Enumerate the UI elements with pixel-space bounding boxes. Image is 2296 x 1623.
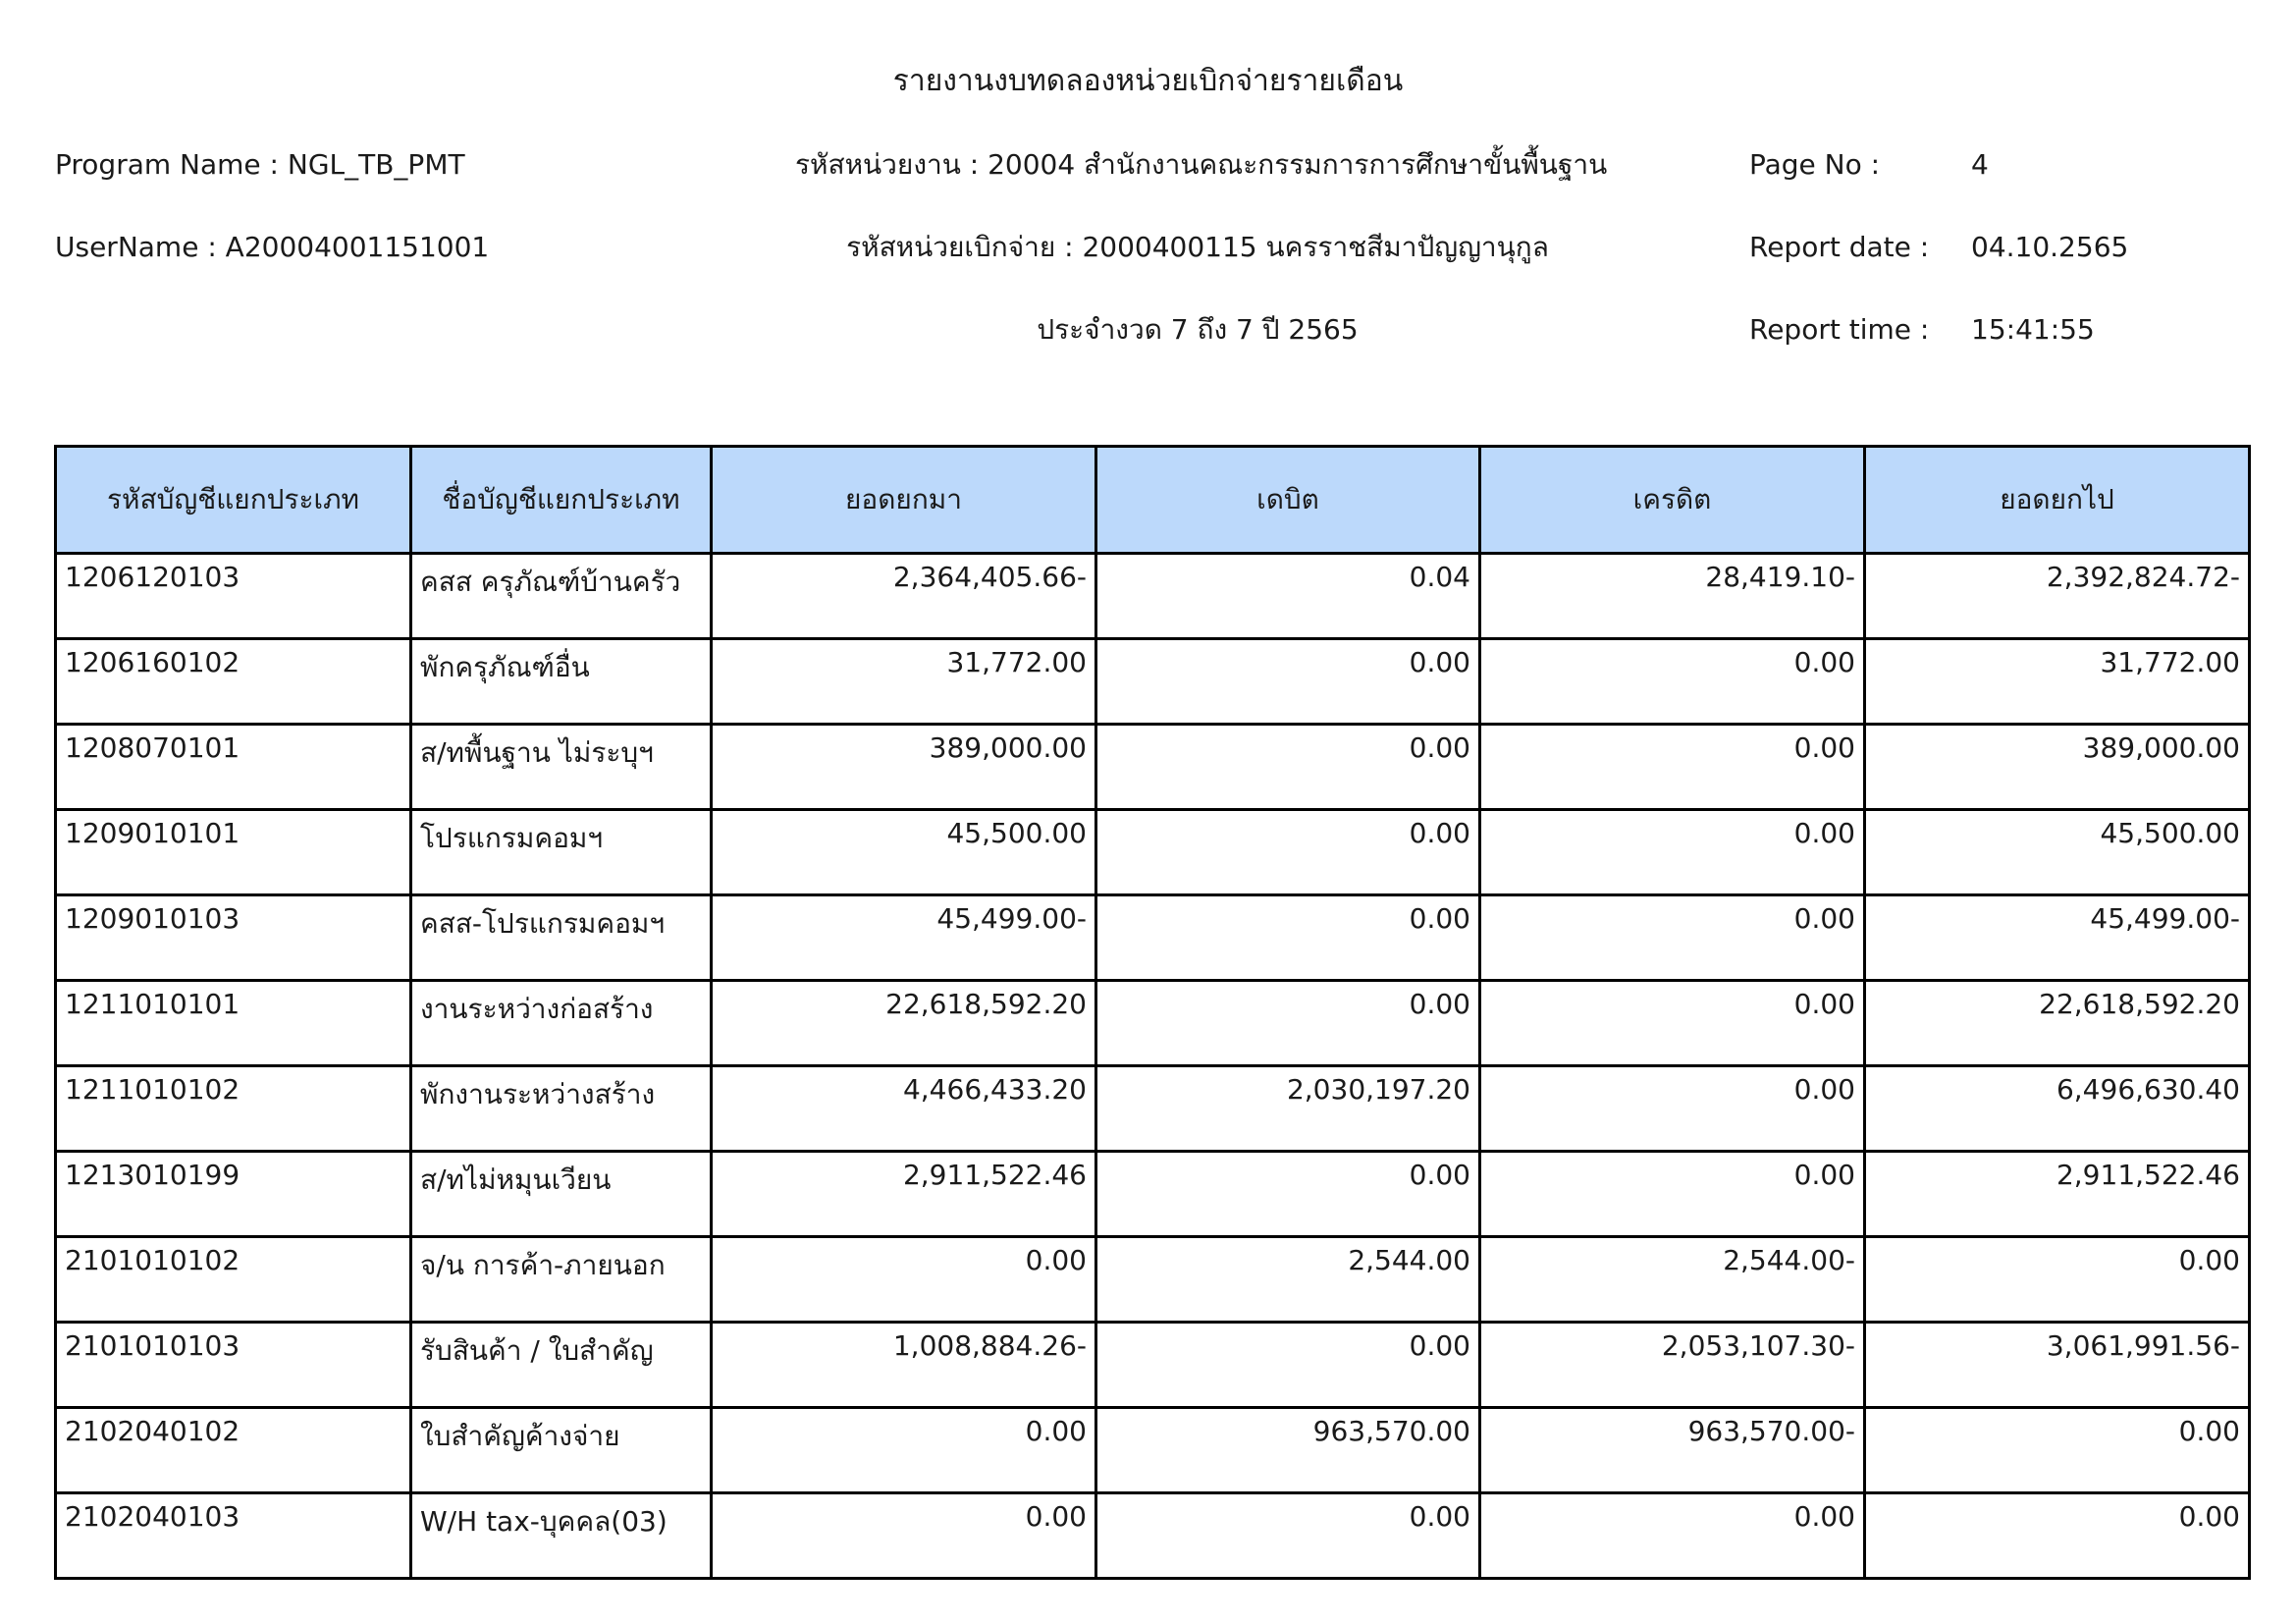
credit-cell: 0.00 xyxy=(1480,1152,1865,1237)
debit-cell: 0.04 xyxy=(1096,554,1480,639)
page-no-label: Page No : xyxy=(1749,148,1881,181)
balance-forward-cell: 0.00 xyxy=(712,1408,1096,1493)
table-body xyxy=(56,554,2250,1579)
account-code-cell: 1209010101 xyxy=(56,810,411,895)
account-name-cell: W/H tax-บุคคล(03) xyxy=(411,1493,712,1579)
balance-carried-cell: 389,000.00 xyxy=(1865,725,2250,810)
balance-carried-cell: 2,911,522.46 xyxy=(1865,1152,2250,1237)
report-date-label: Report date : xyxy=(1749,231,1930,263)
account-code-cell: 2102040102 xyxy=(56,1408,411,1493)
table-row xyxy=(56,1237,2250,1323)
credit-cell: 0.00 xyxy=(1480,1493,1865,1579)
account-code-cell: 1211010101 xyxy=(56,981,411,1066)
report-time: 15:41:55 xyxy=(1971,313,2095,346)
balance-forward-cell: 0.00 xyxy=(712,1493,1096,1579)
debit-cell: 2,544.00 xyxy=(1096,1237,1480,1323)
table-row xyxy=(56,554,2250,639)
account-name-cell: คสส ครุภัณฑ์บ้านครัว xyxy=(411,554,712,639)
account-name-cell: พักครุภัณฑ์อื่น xyxy=(411,639,712,725)
table-row xyxy=(56,1066,2250,1152)
credit-cell: 0.00 xyxy=(1480,725,1865,810)
credit-cell: 963,570.00- xyxy=(1480,1408,1865,1493)
balance-forward-cell: 45,499.00- xyxy=(712,895,1096,981)
debit-cell: 2,030,197.20 xyxy=(1096,1066,1480,1152)
account-name-cell: จ/น การค้า-ภายนอก xyxy=(411,1237,712,1323)
balance-forward-cell: 45,500.00 xyxy=(712,810,1096,895)
account-name-cell: โปรแกรมคอมฯ xyxy=(411,810,712,895)
account-code-cell: 1209010103 xyxy=(56,895,411,981)
credit-cell: 0.00 xyxy=(1480,1066,1865,1152)
balance-carried-cell: 0.00 xyxy=(1865,1408,2250,1493)
balance-forward-cell: 2,911,522.46 xyxy=(712,1152,1096,1237)
debit-cell: 0.00 xyxy=(1096,810,1480,895)
account-name-cell: พักงานระหว่างสร้าง xyxy=(411,1066,712,1152)
account-code-cell: 1206160102 xyxy=(56,639,411,725)
balance-forward-cell: 31,772.00 xyxy=(712,639,1096,725)
credit-cell: 0.00 xyxy=(1480,639,1865,725)
balance-carried-cell: 6,496,630.40 xyxy=(1865,1066,2250,1152)
account-code-cell: 2101010102 xyxy=(56,1237,411,1323)
balance-carried-cell: 2,392,824.72- xyxy=(1865,554,2250,639)
debit-cell: 0.00 xyxy=(1096,639,1480,725)
account-code-cell: 1213010199 xyxy=(56,1152,411,1237)
account-code-cell: 1211010102 xyxy=(56,1066,411,1152)
credit-cell: 2,053,107.30- xyxy=(1480,1323,1865,1408)
balance-carried-cell: 0.00 xyxy=(1865,1493,2250,1579)
page-no: 4 xyxy=(1971,148,1989,181)
report-date: 04.10.2565 xyxy=(1971,231,2129,263)
credit-cell: 0.00 xyxy=(1480,810,1865,895)
debit-cell: 963,570.00 xyxy=(1096,1408,1480,1493)
table-row xyxy=(56,639,2250,725)
account-name-cell: รับสินค้า / ใบสำคัญ xyxy=(411,1323,712,1408)
report-time-label: Report time : xyxy=(1749,313,1930,346)
debit-cell: 0.00 xyxy=(1096,1323,1480,1408)
table-row xyxy=(56,895,2250,981)
report-period: ประจำงวด 7 ถึง 7 ปี 2565 xyxy=(1037,313,1359,346)
table-header-row xyxy=(56,447,2250,554)
header-debit: เดบิต xyxy=(1096,447,1480,554)
debit-cell: 0.00 xyxy=(1096,981,1480,1066)
balance-forward-cell: 22,618,592.20 xyxy=(712,981,1096,1066)
balance-carried-cell: 31,772.00 xyxy=(1865,639,2250,725)
balance-carried-cell: 22,618,592.20 xyxy=(1865,981,2250,1066)
account-code-cell: 1206120103 xyxy=(56,554,411,639)
account-name-cell: ส/ทพื้นฐาน ไม่ระบุฯ xyxy=(411,725,712,810)
user-name: UserName : A20004001151001 xyxy=(55,231,490,263)
account-name-cell: ส/ทไม่หมุนเวียน xyxy=(411,1152,712,1237)
table-row xyxy=(56,1152,2250,1237)
balance-carried-cell: 45,500.00 xyxy=(1865,810,2250,895)
account-name-cell: ใบสำคัญค้างจ่าย xyxy=(411,1408,712,1493)
balance-forward-cell: 1,008,884.26- xyxy=(712,1323,1096,1408)
table-row xyxy=(56,810,2250,895)
trial-balance-table xyxy=(54,445,2251,1580)
program-name: Program Name : NGL_TB_PMT xyxy=(55,148,465,181)
header-credit: เครดิต xyxy=(1480,447,1865,554)
header-balance-forward: ยอดยกมา xyxy=(712,447,1096,554)
header-account-name: ชื่อบัญชีแยกประเภท xyxy=(411,447,712,554)
balance-forward-cell: 389,000.00 xyxy=(712,725,1096,810)
account-name-cell: งานระหว่างก่อสร้าง xyxy=(411,981,712,1066)
credit-cell: 28,419.10- xyxy=(1480,554,1865,639)
debit-cell: 0.00 xyxy=(1096,1493,1480,1579)
table-row xyxy=(56,1323,2250,1408)
account-code-cell: 1208070101 xyxy=(56,725,411,810)
account-code-cell: 2101010103 xyxy=(56,1323,411,1408)
balance-carried-cell: 3,061,991.56- xyxy=(1865,1323,2250,1408)
report-title: รายงานงบทดลองหน่วยเบิกจ่ายรายเดือน xyxy=(892,64,1404,98)
balance-forward-cell: 0.00 xyxy=(712,1237,1096,1323)
header-account-code: รหัสบัญชีแยกประเภท xyxy=(56,447,411,554)
balance-forward-cell: 4,466,433.20 xyxy=(712,1066,1096,1152)
agency-code: รหัสหน่วยงาน : 20004 สำนักงานคณะกรรมการการศึกษาขั้นพื้นฐาน xyxy=(795,148,1608,181)
disbursing-unit-code: รหัสหน่วยเบิกจ่าย : 2000400115 นครราชสีมาปัญญานุกูล xyxy=(846,231,1549,263)
table-row xyxy=(56,1493,2250,1579)
credit-cell: 0.00 xyxy=(1480,895,1865,981)
header-balance-carried: ยอดยกไป xyxy=(1865,447,2250,554)
table-row xyxy=(56,1408,2250,1493)
debit-cell: 0.00 xyxy=(1096,725,1480,810)
table-row xyxy=(56,725,2250,810)
account-name-cell: คสส-โปรแกรมคอมฯ xyxy=(411,895,712,981)
balance-carried-cell: 0.00 xyxy=(1865,1237,2250,1323)
table-row xyxy=(56,981,2250,1066)
balance-carried-cell: 45,499.00- xyxy=(1865,895,2250,981)
debit-cell: 0.00 xyxy=(1096,895,1480,981)
credit-cell: 2,544.00- xyxy=(1480,1237,1865,1323)
balance-forward-cell: 2,364,405.66- xyxy=(712,554,1096,639)
account-code-cell: 2102040103 xyxy=(56,1493,411,1579)
credit-cell: 0.00 xyxy=(1480,981,1865,1066)
debit-cell: 0.00 xyxy=(1096,1152,1480,1237)
